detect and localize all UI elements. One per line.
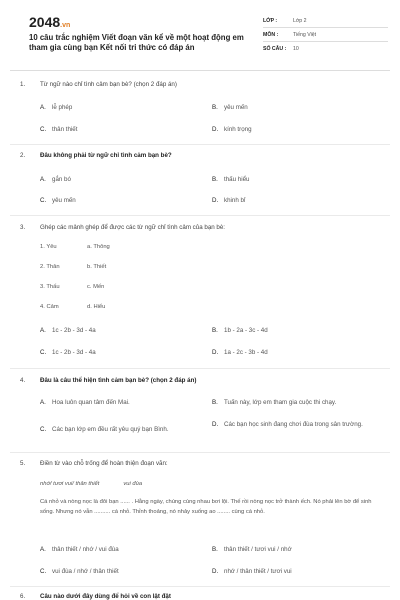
- q4-option-b[interactable]: B. Tuấn này, lớp em tham gia cuộc thi chạy.: [212, 399, 337, 406]
- q5-option-b[interactable]: B. thân thiết / tươi vui / nhớ: [212, 546, 292, 553]
- meta-row-class: LỚP : Lớp 2: [263, 14, 388, 28]
- match-row-1: 1. Yêu a. Thông: [40, 244, 110, 250]
- q3-option-b[interactable]: B. 1b - 2a - 3c - 4d: [212, 327, 268, 334]
- q5-option-c[interactable]: C. vui đùa / nhớ / thân thiết: [40, 568, 119, 575]
- q1-option-b[interactable]: B. yêu mến: [212, 104, 248, 111]
- divider: [10, 215, 390, 216]
- page-title: 10 câu trắc nghiệm Viết đoạn văn kể về một hoạt động em tham gia cùng bạn Kết nối tri thức có đáp án: [29, 33, 244, 52]
- divider: [10, 368, 390, 369]
- divider: [10, 452, 390, 453]
- question-2: 2. Đâu không phải từ ngữ chỉ tình cảm bạn bè?: [20, 152, 172, 159]
- meta-row-subject: MÔN : Tiếng Việt: [263, 28, 388, 42]
- q5-option-d[interactable]: D. nhớ / thân thiết / tươi vui: [212, 568, 292, 575]
- question-6: 6. Câu nào dưới đây dùng để hỏi về con lật đật: [20, 593, 171, 600]
- question-1: 1. Từ ngữ nào chỉ tình cảm bạn bè? (chọn 2 đáp án): [20, 81, 177, 88]
- q4-option-a[interactable]: A. Hoa luôn quan tâm đến Mai.: [40, 399, 130, 406]
- q4-option-d[interactable]: D. Các bạn học sinh đang chơi đùa trong sân trường.: [212, 421, 363, 428]
- q2-option-d[interactable]: D. khinh bỉ: [212, 197, 246, 204]
- match-row-4: 4. Cảm d. Hiểu: [40, 304, 106, 310]
- header: [10, 0, 390, 70]
- q4-option-c[interactable]: C. Các bạn lớp em đều rất yêu quý bạn Bình.: [40, 426, 169, 433]
- header-divider: [10, 70, 390, 71]
- meta-row-count: SỐ CÂU : 10: [263, 45, 299, 52]
- question-3: 3. Ghép các mảnh ghép để được các từ ngữ chỉ tình cảm của bạn bè:: [20, 224, 226, 231]
- divider: [10, 586, 390, 587]
- q3-option-a[interactable]: A. 1c - 2b - 3d - 4a: [40, 327, 96, 334]
- q3-option-d[interactable]: D. 1a - 2c - 3b - 4d: [212, 349, 268, 356]
- q3-option-c[interactable]: C. 1c - 2b - 3d - 4a: [40, 349, 96, 356]
- fill-paragraph: Cá nhỏ và nòng nọc là đôi bạn ...... . Hằng ngày, chúng cùng nhau bơi lội. Thế rồi nòng nọc trở thành ếch. Nó phải lên bờ để sinh sống. Nhưng nó vẫn .......... cá nhỏ. Thỉnh thoảng, nó nhảy xuống ao ........ cùng cá nhỏ.: [40, 499, 372, 515]
- match-row-3: 3. Thấu c. Mến: [40, 284, 105, 290]
- q1-option-c[interactable]: C. thân thiết: [40, 126, 78, 133]
- q2-option-b[interactable]: B. thấu hiểu: [212, 176, 250, 183]
- word-bank: nhớ/ tươi vui/ thân thiết vui đùa: [40, 481, 143, 487]
- question-4: 4. Đâu là câu thể hiện tình cảm bạn bè? (chọn 2 đáp án): [20, 377, 197, 384]
- question-5: 5. Điền từ vào chỗ trống để hoàn thiện đoạn văn:: [20, 460, 168, 467]
- q5-option-a[interactable]: A. thân thiết / nhớ / vui đùa: [40, 546, 119, 553]
- q2-option-c[interactable]: C. yêu mến: [40, 197, 76, 204]
- q1-option-d[interactable]: D. kính trọng: [212, 126, 252, 133]
- match-row-2: 2. Thân b. Thiết: [40, 264, 107, 270]
- divider: [10, 144, 390, 145]
- q2-option-a[interactable]: A. gắn bó: [40, 176, 71, 183]
- q1-option-a[interactable]: A. lễ phép: [40, 104, 73, 111]
- meta-table: [263, 14, 388, 55]
- site-logo[interactable]: 2048.vn: [29, 14, 71, 30]
